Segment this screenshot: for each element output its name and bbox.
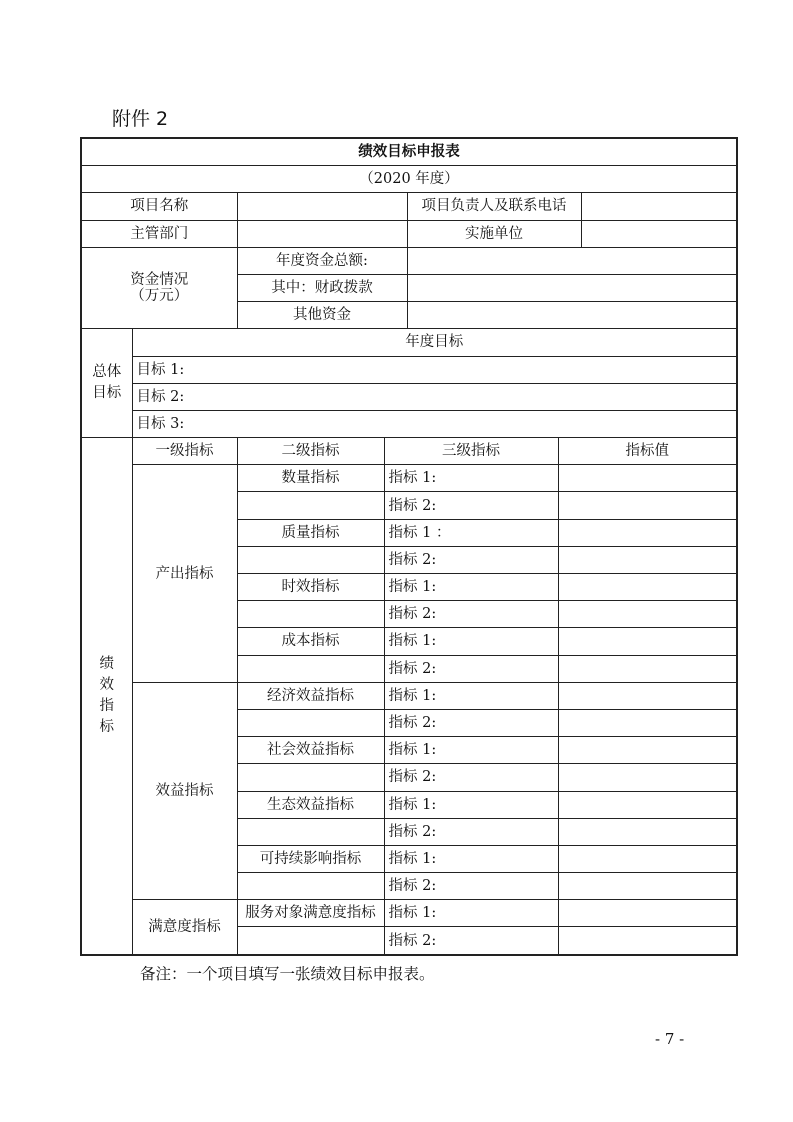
- funding-total-label: 年度资金总额:: [237, 247, 407, 274]
- indicator-cell[interactable]: 指标 2:: [384, 764, 558, 791]
- level2-economic: 经济效益指标: [237, 682, 384, 709]
- implementing-unit-label: 实施单位: [407, 220, 581, 247]
- goal-3[interactable]: 目标 3:: [132, 410, 737, 437]
- indicator-cell[interactable]: 指标 1:: [384, 628, 558, 655]
- indicator-cell[interactable]: 指标 2:: [384, 546, 558, 573]
- indicator-value-field[interactable]: [558, 546, 737, 573]
- annual-goal-label: 年度目标: [132, 329, 737, 356]
- indicator-value-field[interactable]: [558, 791, 737, 818]
- performance-label: 绩效指标: [81, 438, 132, 955]
- level2-service-satisfaction: 服务对象满意度指标: [237, 900, 384, 927]
- level2-empty: [237, 764, 384, 791]
- form-year: （2020 年度）: [81, 166, 737, 193]
- level2-quality: 质量指标: [237, 519, 384, 546]
- project-leader-label: 项目负责人及联系电话: [407, 193, 581, 220]
- department-field[interactable]: [237, 220, 407, 247]
- indicator-cell[interactable]: 指标 2:: [384, 873, 558, 900]
- form-note: 备注：一个项目填写一张绩效目标申报表。: [140, 965, 435, 983]
- level2-empty: [237, 709, 384, 736]
- indicator-value-field[interactable]: [558, 655, 737, 682]
- level2-empty: [237, 546, 384, 573]
- level2-empty: [237, 818, 384, 845]
- indicator-value-field[interactable]: [558, 682, 737, 709]
- indicator-cell[interactable]: 指标 2:: [384, 709, 558, 736]
- funding-unit-text: （万元）: [130, 288, 189, 305]
- level1-output: 产出指标: [132, 465, 237, 683]
- funding-fiscal-label: 其中：财政拨款: [237, 274, 407, 301]
- indicator-value-field[interactable]: [558, 900, 737, 927]
- funding-other-label: 其他资金: [237, 302, 407, 329]
- indicator-cell[interactable]: 指标 2:: [384, 601, 558, 628]
- level2-empty: [237, 601, 384, 628]
- level2-social: 社会效益指标: [237, 737, 384, 764]
- indicator-value-field[interactable]: [558, 492, 737, 519]
- level2-empty: [237, 492, 384, 519]
- indicator-value-field[interactable]: [558, 764, 737, 791]
- funding-total-field[interactable]: [407, 247, 737, 274]
- level2-quantity: 数量指标: [237, 465, 384, 492]
- indicator-cell[interactable]: 指标 1:: [384, 682, 558, 709]
- project-name-field[interactable]: [237, 193, 407, 220]
- funding-label: [81, 247, 237, 329]
- level2-empty: [237, 873, 384, 900]
- indicator-cell[interactable]: 指标 2:: [384, 492, 558, 519]
- indicator-cell[interactable]: 指标 1:: [384, 845, 558, 872]
- attachment-label: 附件 2: [112, 108, 169, 130]
- indicator-value-field[interactable]: [558, 873, 737, 900]
- indicator-value-field[interactable]: [558, 709, 737, 736]
- indicator-value-field[interactable]: [558, 845, 737, 872]
- funding-label-text: 资金情况: [130, 272, 189, 289]
- project-leader-field[interactable]: [581, 193, 737, 220]
- level2-empty: [237, 655, 384, 682]
- indicator-cell[interactable]: 指标 2:: [384, 927, 558, 955]
- indicator-cell[interactable]: 指标 1:: [384, 900, 558, 927]
- indicator-cell[interactable]: 指标 2:: [384, 818, 558, 845]
- level2-timeliness: 时效指标: [237, 574, 384, 601]
- page-number: - 7 -: [655, 1030, 685, 1048]
- level1-benefit: 效益指标: [132, 682, 237, 900]
- indicator-cell[interactable]: 指标 1:: [384, 737, 558, 764]
- level2-cost: 成本指标: [237, 628, 384, 655]
- level2-sustainable: 可持续影响指标: [237, 845, 384, 872]
- indicator-value-field[interactable]: [558, 465, 737, 492]
- header-level1: 一级指标: [132, 438, 237, 465]
- indicator-value-field[interactable]: [558, 927, 737, 955]
- goal-1[interactable]: 目标 1:: [132, 356, 737, 383]
- indicator-cell[interactable]: 指标 1:: [384, 465, 558, 492]
- indicator-cell[interactable]: 指标 1:: [384, 791, 558, 818]
- indicator-value-field[interactable]: [558, 628, 737, 655]
- indicator-value-field[interactable]: [558, 818, 737, 845]
- goal-2[interactable]: 目标 2:: [132, 383, 737, 410]
- indicator-value-field[interactable]: [558, 601, 737, 628]
- level2-ecological: 生态效益指标: [237, 791, 384, 818]
- project-name-label: 项目名称: [81, 193, 237, 220]
- indicator-cell[interactable]: 指标 2:: [384, 655, 558, 682]
- performance-goal-form: [80, 137, 738, 956]
- header-level3: 三级指标: [384, 438, 558, 465]
- funding-other-field[interactable]: [407, 302, 737, 329]
- level1-satisfaction: 满意度指标: [132, 900, 237, 955]
- overall-goal-label: 总体目标: [81, 329, 132, 438]
- indicator-value-field[interactable]: [558, 737, 737, 764]
- indicator-cell[interactable]: 指标 1 ：: [384, 519, 558, 546]
- implementing-unit-field[interactable]: [581, 220, 737, 247]
- header-level2: 二级指标: [237, 438, 384, 465]
- department-label: 主管部门: [81, 220, 237, 247]
- level2-empty: [237, 927, 384, 955]
- funding-fiscal-field[interactable]: [407, 274, 737, 301]
- indicator-cell[interactable]: 指标 1:: [384, 574, 558, 601]
- form-title: 绩效目标申报表: [81, 138, 737, 166]
- indicator-value-field[interactable]: [558, 574, 737, 601]
- header-value: 指标值: [558, 438, 737, 465]
- indicator-value-field[interactable]: [558, 519, 737, 546]
